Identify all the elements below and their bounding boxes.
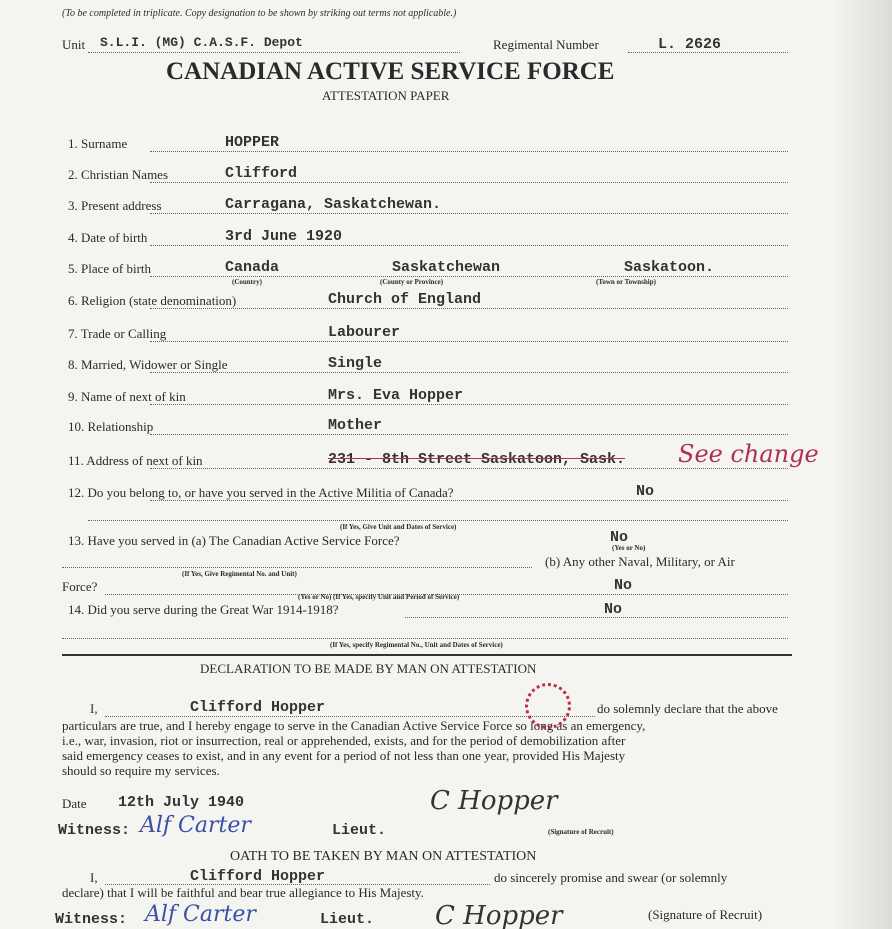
- declaration-line: should so require my services.: [62, 763, 220, 778]
- field-value-town: Saskatoon.: [624, 259, 715, 276]
- field-label: 10. Relationship: [68, 419, 154, 434]
- witness-signature: Alf Carter: [140, 813, 251, 838]
- field-label: 13. Have you served in (a) The Canadian Active Service Force?: [68, 533, 400, 548]
- date-value: 12th July 1940: [118, 794, 245, 811]
- field-value: 3rd June 1920: [225, 228, 343, 245]
- dotted-line: [62, 638, 788, 639]
- field-label: 9. Name of next of kin: [68, 389, 186, 404]
- field-label: 7. Trade or Calling: [68, 326, 167, 341]
- declaration-i: I,: [90, 701, 98, 716]
- oath-recruit-signature: C Hopper: [435, 901, 563, 929]
- oath-name: Clifford Hopper: [190, 868, 326, 885]
- unit-label: Unit: [62, 37, 86, 52]
- field-value: No: [610, 529, 629, 546]
- oath-signature-note: (Signature of Recruit): [648, 907, 763, 922]
- section-divider: [62, 654, 792, 656]
- field-value: Mother: [328, 417, 383, 434]
- field-note: (Country): [232, 278, 262, 286]
- dotted-line: [62, 567, 532, 568]
- field-dotted-line: [150, 434, 788, 435]
- field-value: Clifford: [225, 165, 298, 182]
- unit-value: S.L.I. (MG) C.A.S.F. Depot: [100, 35, 303, 50]
- recruit-signature: C Hopper: [430, 786, 558, 816]
- field-value: Single: [328, 355, 383, 372]
- field-note: (County or Province): [380, 278, 444, 286]
- field-dotted-line: [150, 404, 788, 405]
- field-value-province: Saskatchewan: [392, 259, 501, 276]
- scan-edge: [832, 0, 892, 929]
- field-value: No: [636, 483, 655, 500]
- declaration-line: particulars are true, and I hereby engage to serve in the Canadian Active Service Force so long as an emergency,: [62, 718, 646, 733]
- dotted-line: [88, 52, 460, 53]
- field-label: 5. Place of birth: [68, 261, 152, 276]
- field-value: Mrs. Eva Hopper: [328, 387, 464, 404]
- oath-witness-signature: Alf Carter: [145, 902, 256, 927]
- field-note: (Yes or No) (If Yes, specify Unit and Period of Service): [298, 593, 460, 601]
- field-label: 12. Do you belong to, or have you served in the Active Militia of Canada?: [68, 485, 454, 500]
- regimental-number-label: Regimental Number: [493, 37, 599, 52]
- field-value: 231 - 8th Street Saskatoon, Sask.: [328, 451, 626, 468]
- declaration-line: i.e., war, invasion, riot or insurrection, real or apprehended, exists, and for the period of demobilization after: [62, 733, 626, 748]
- oath-witness-label: Witness:: [55, 911, 128, 928]
- date-label: Date: [62, 796, 87, 811]
- oath-heading: OATH TO BE TAKEN BY MAN ON ATTESTATION: [230, 849, 537, 864]
- instructions: (To be completed in triplicate. Copy designation to be shown by striking out terms not applicable.): [62, 8, 457, 19]
- field-label: 3. Present address: [68, 198, 162, 213]
- dotted-line: [88, 520, 788, 521]
- field-value: No: [614, 577, 633, 594]
- field-value: Church of England: [328, 291, 482, 308]
- declaration-line: said emergency ceases to exist, and in any event for a period of not less than one year, provided His Majesty: [62, 748, 626, 763]
- regimental-number-value: L. 2626: [658, 36, 722, 53]
- oath-text: do sincerely promise and swear (or solemnly: [494, 870, 728, 885]
- field-label: 6. Religion (state denomination): [68, 293, 237, 308]
- field-label: 8. Married, Widower or Single: [68, 357, 228, 372]
- field-value: No: [604, 601, 623, 618]
- oath-text: declare) that I will be faithful and bear true allegiance to His Majesty.: [62, 885, 424, 900]
- field-note: (If Yes, Give Regimental No. and Unit): [182, 570, 297, 578]
- field-note: (Yes or No): [612, 544, 646, 552]
- field-dotted-line: [150, 500, 788, 501]
- handwritten-see-change: See change: [678, 440, 819, 468]
- declaration-heading: DECLARATION TO BE MADE BY MAN ON ATTESTATION: [200, 661, 537, 676]
- dotted-line: [405, 617, 788, 618]
- field-note: (If Yes, specify Regimental No., Unit and Dates of Service): [330, 641, 503, 649]
- field-note: (If Yes, Give Unit and Dates of Service): [340, 523, 457, 531]
- signature-note: (Signature of Recruit): [548, 828, 614, 836]
- field-label: 2. Christian Names: [68, 167, 169, 182]
- oath-witness-rank: Lieut.: [320, 911, 375, 928]
- field-note: (Town or Township): [596, 278, 656, 286]
- field-dotted-line: [150, 372, 788, 373]
- oath-i: I,: [90, 870, 98, 885]
- field-value: HOPPER: [225, 134, 280, 151]
- field-value: Canada: [225, 259, 280, 276]
- witness-rank: Lieut.: [332, 822, 387, 839]
- field-label: 1. Surname: [68, 136, 128, 151]
- field-value: Labourer: [328, 324, 401, 341]
- page-title: CANADIAN ACTIVE SERVICE FORCE: [166, 58, 615, 85]
- field-label: 11. Address of next of kin: [68, 453, 203, 468]
- field-label: Force?: [62, 579, 98, 594]
- dotted-line: [105, 716, 595, 717]
- field-label: (b) Any other Naval, Military, or Air: [545, 554, 735, 569]
- declaration-text: do solemnly declare that the above: [597, 701, 778, 716]
- red-stamp: [525, 683, 571, 729]
- page-subtitle: ATTESTATION PAPER: [322, 88, 450, 103]
- witness-label: Witness:: [58, 822, 131, 839]
- declaration-name: Clifford Hopper: [190, 699, 326, 716]
- field-value: Carragana, Saskatchewan.: [225, 196, 442, 213]
- field-label: 14. Did you serve during the Great War 1914-1918?: [68, 602, 339, 617]
- field-dotted-line: [150, 341, 788, 342]
- field-label: 4. Date of birth: [68, 230, 148, 245]
